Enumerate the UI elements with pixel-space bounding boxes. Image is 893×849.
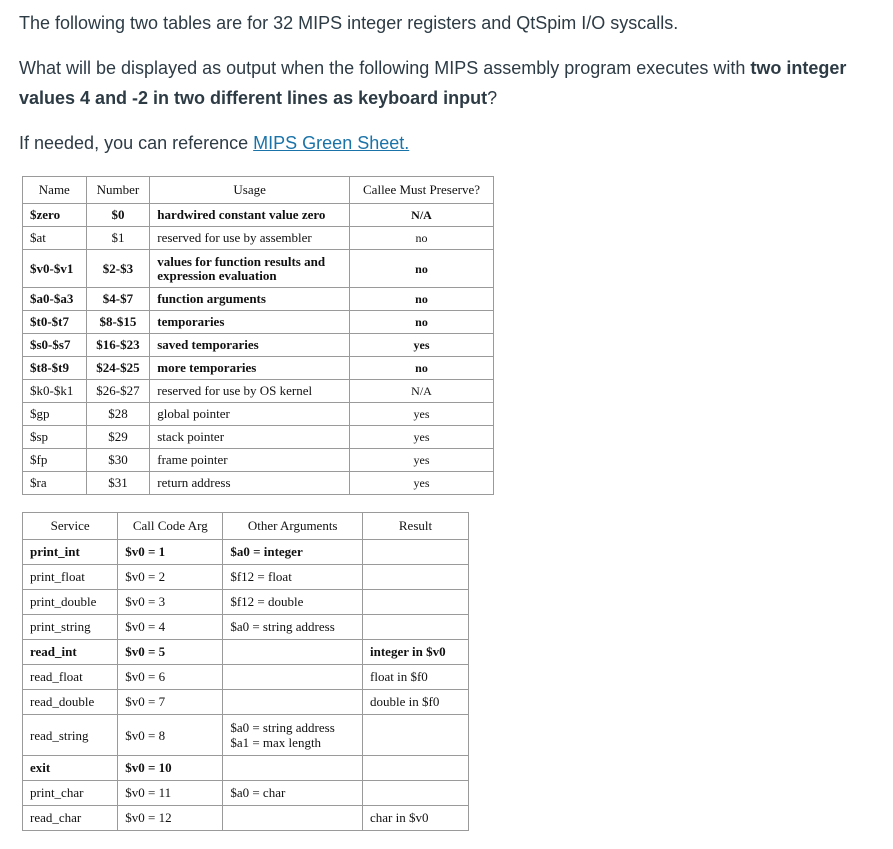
syscall-args xyxy=(223,640,363,665)
syscall-code: $v0 = 3 xyxy=(118,590,223,615)
register-usage: function arguments xyxy=(150,288,350,311)
register-name: $zero xyxy=(23,204,87,227)
register-name: $t8-$t9 xyxy=(23,357,87,380)
register-usage-line: expression evaluation xyxy=(157,267,277,283)
syscall-row xyxy=(23,690,469,715)
syscall-code: $v0 = 1 xyxy=(118,540,223,565)
register-usage: stack pointer xyxy=(150,426,350,449)
question-emphasis: two integer values 4 and -2 in two different lines as keyboard input xyxy=(19,58,847,108)
register-usage: reserved for use by assembler xyxy=(150,227,350,250)
register-preserve: yes xyxy=(350,426,494,449)
syscall-code: $v0 = 6 xyxy=(118,665,223,690)
syscall-args: $f12 = float xyxy=(223,565,363,590)
register-number: $1 xyxy=(86,227,150,250)
register-name: $at xyxy=(23,227,87,250)
register-name: $fp xyxy=(23,449,87,472)
register-name: $a0-$a3 xyxy=(23,288,87,311)
syscall-code: $v0 = 4 xyxy=(118,615,223,640)
syscall-code: $v0 = 5 xyxy=(118,640,223,665)
syscall-result: double in $f0 xyxy=(363,690,469,715)
syscall-row xyxy=(23,590,469,615)
syscall-service: read_int xyxy=(23,640,118,665)
intro-paragraph: The following two tables are for 32 MIPS integer registers and QtSpim I/O syscalls. xyxy=(19,13,679,33)
syscall-result: char in $v0 xyxy=(363,806,469,831)
question-end: ? xyxy=(487,88,498,108)
register-preserve: yes xyxy=(350,334,494,357)
syscall-args xyxy=(223,806,363,831)
syscall-args-line: $a1 = max length xyxy=(230,735,322,750)
register-name: $ra xyxy=(23,472,87,495)
register-usage-line: values for function results and xyxy=(157,253,326,269)
syscall-row xyxy=(23,665,469,690)
register-number: $30 xyxy=(86,449,150,472)
syscall-result xyxy=(363,590,469,615)
syscall-result xyxy=(363,715,469,756)
syscall-row xyxy=(23,540,469,565)
header-other-arguments: Other Arguments xyxy=(223,513,363,540)
register-name: $t0-$t7 xyxy=(23,311,87,334)
syscall-result xyxy=(363,781,469,806)
register-usage: return address xyxy=(150,472,350,495)
register-number: $24-$25 xyxy=(86,357,150,380)
register-number: $29 xyxy=(86,426,150,449)
syscall-code: $v0 = 7 xyxy=(118,690,223,715)
syscall-result xyxy=(363,540,469,565)
register-table xyxy=(22,176,494,495)
register-preserve: no xyxy=(350,227,494,250)
register-number: $28 xyxy=(86,403,150,426)
reference-text: If needed, you can reference xyxy=(19,133,254,153)
header-usage: Usage xyxy=(150,177,350,204)
syscall-service: print_int xyxy=(23,540,118,565)
header-call-code: Call Code Arg xyxy=(118,513,223,540)
register-row xyxy=(23,288,494,311)
register-number: $0 xyxy=(86,204,150,227)
syscall-args xyxy=(223,715,363,756)
syscall-service: print_string xyxy=(23,615,118,640)
register-number: $26-$27 xyxy=(86,380,150,403)
question-paragraph xyxy=(19,53,879,113)
register-usage: reserved for use by OS kernel xyxy=(150,380,350,403)
syscall-code: $v0 = 2 xyxy=(118,565,223,590)
syscall-code: $v0 = 12 xyxy=(118,806,223,831)
register-table-header xyxy=(23,177,494,204)
syscall-result xyxy=(363,565,469,590)
syscall-args xyxy=(223,690,363,715)
register-row xyxy=(23,311,494,334)
syscall-row xyxy=(23,615,469,640)
header-name: Name xyxy=(23,177,87,204)
question-text: What will be displayed as output when the following MIPS assembly program executes with xyxy=(19,58,751,78)
syscall-service: read_string xyxy=(23,715,118,756)
register-preserve: yes xyxy=(350,403,494,426)
mips-green-sheet-link[interactable]: MIPS Green Sheet. xyxy=(253,133,410,153)
register-usage: hardwired constant value zero xyxy=(150,204,350,227)
syscall-args-line: $a0 = string address xyxy=(230,720,335,735)
syscall-result xyxy=(363,615,469,640)
register-number: $2-$3 xyxy=(86,250,150,288)
register-row xyxy=(23,357,494,380)
syscall-row xyxy=(23,756,469,781)
syscall-service: print_float xyxy=(23,565,118,590)
syscall-args xyxy=(223,756,363,781)
register-number: $4-$7 xyxy=(86,288,150,311)
register-name: $k0-$k1 xyxy=(23,380,87,403)
syscall-row xyxy=(23,640,469,665)
syscall-service: exit xyxy=(23,756,118,781)
register-usage: temporaries xyxy=(150,311,350,334)
register-preserve: yes xyxy=(350,449,494,472)
register-row xyxy=(23,204,494,227)
syscall-result: integer in $v0 xyxy=(363,640,469,665)
register-preserve: no xyxy=(350,311,494,334)
syscall-table-body xyxy=(23,540,469,831)
syscall-service: print_double xyxy=(23,590,118,615)
register-preserve: no xyxy=(350,288,494,311)
register-number: $16-$23 xyxy=(86,334,150,357)
syscall-row xyxy=(23,781,469,806)
register-preserve: no xyxy=(350,357,494,380)
register-row xyxy=(23,380,494,403)
register-name: $v0-$v1 xyxy=(23,250,87,288)
register-number: $8-$15 xyxy=(86,311,150,334)
register-name: $gp xyxy=(23,403,87,426)
syscall-row xyxy=(23,715,469,756)
syscall-code: $v0 = 11 xyxy=(118,781,223,806)
syscall-args xyxy=(223,665,363,690)
register-usage: saved temporaries xyxy=(150,334,350,357)
register-row xyxy=(23,472,494,495)
register-row xyxy=(23,227,494,250)
register-preserve: N/A xyxy=(350,380,494,403)
register-preserve: N/A xyxy=(350,204,494,227)
register-row xyxy=(23,250,494,288)
syscall-row xyxy=(23,565,469,590)
register-number: $31 xyxy=(86,472,150,495)
register-preserve: no xyxy=(350,250,494,288)
syscall-row xyxy=(23,806,469,831)
header-callee-preserve: Callee Must Preserve? xyxy=(350,177,494,204)
syscall-args: $a0 = integer xyxy=(223,540,363,565)
syscall-args: $f12 = double xyxy=(223,590,363,615)
register-table-body xyxy=(23,204,494,495)
syscall-service: read_float xyxy=(23,665,118,690)
header-service: Service xyxy=(23,513,118,540)
register-name: $sp xyxy=(23,426,87,449)
register-preserve: yes xyxy=(350,472,494,495)
register-row xyxy=(23,426,494,449)
syscall-table-header xyxy=(23,513,469,540)
header-result: Result xyxy=(363,513,469,540)
register-row xyxy=(23,403,494,426)
syscall-table xyxy=(22,512,469,831)
register-row xyxy=(23,449,494,472)
register-row xyxy=(23,334,494,357)
register-usage: frame pointer xyxy=(150,449,350,472)
reference-paragraph xyxy=(19,128,409,158)
register-usage: global pointer xyxy=(150,403,350,426)
syscall-args: $a0 = char xyxy=(223,781,363,806)
header-number: Number xyxy=(86,177,150,204)
register-name: $s0-$s7 xyxy=(23,334,87,357)
syscall-service: print_char xyxy=(23,781,118,806)
syscall-result: float in $f0 xyxy=(363,665,469,690)
syscall-code: $v0 = 10 xyxy=(118,756,223,781)
syscall-service: read_double xyxy=(23,690,118,715)
register-usage: more temporaries xyxy=(150,357,350,380)
syscall-service: read_char xyxy=(23,806,118,831)
register-usage xyxy=(150,250,350,288)
syscall-code: $v0 = 8 xyxy=(118,715,223,756)
syscall-result xyxy=(363,756,469,781)
syscall-args: $a0 = string address xyxy=(223,615,363,640)
